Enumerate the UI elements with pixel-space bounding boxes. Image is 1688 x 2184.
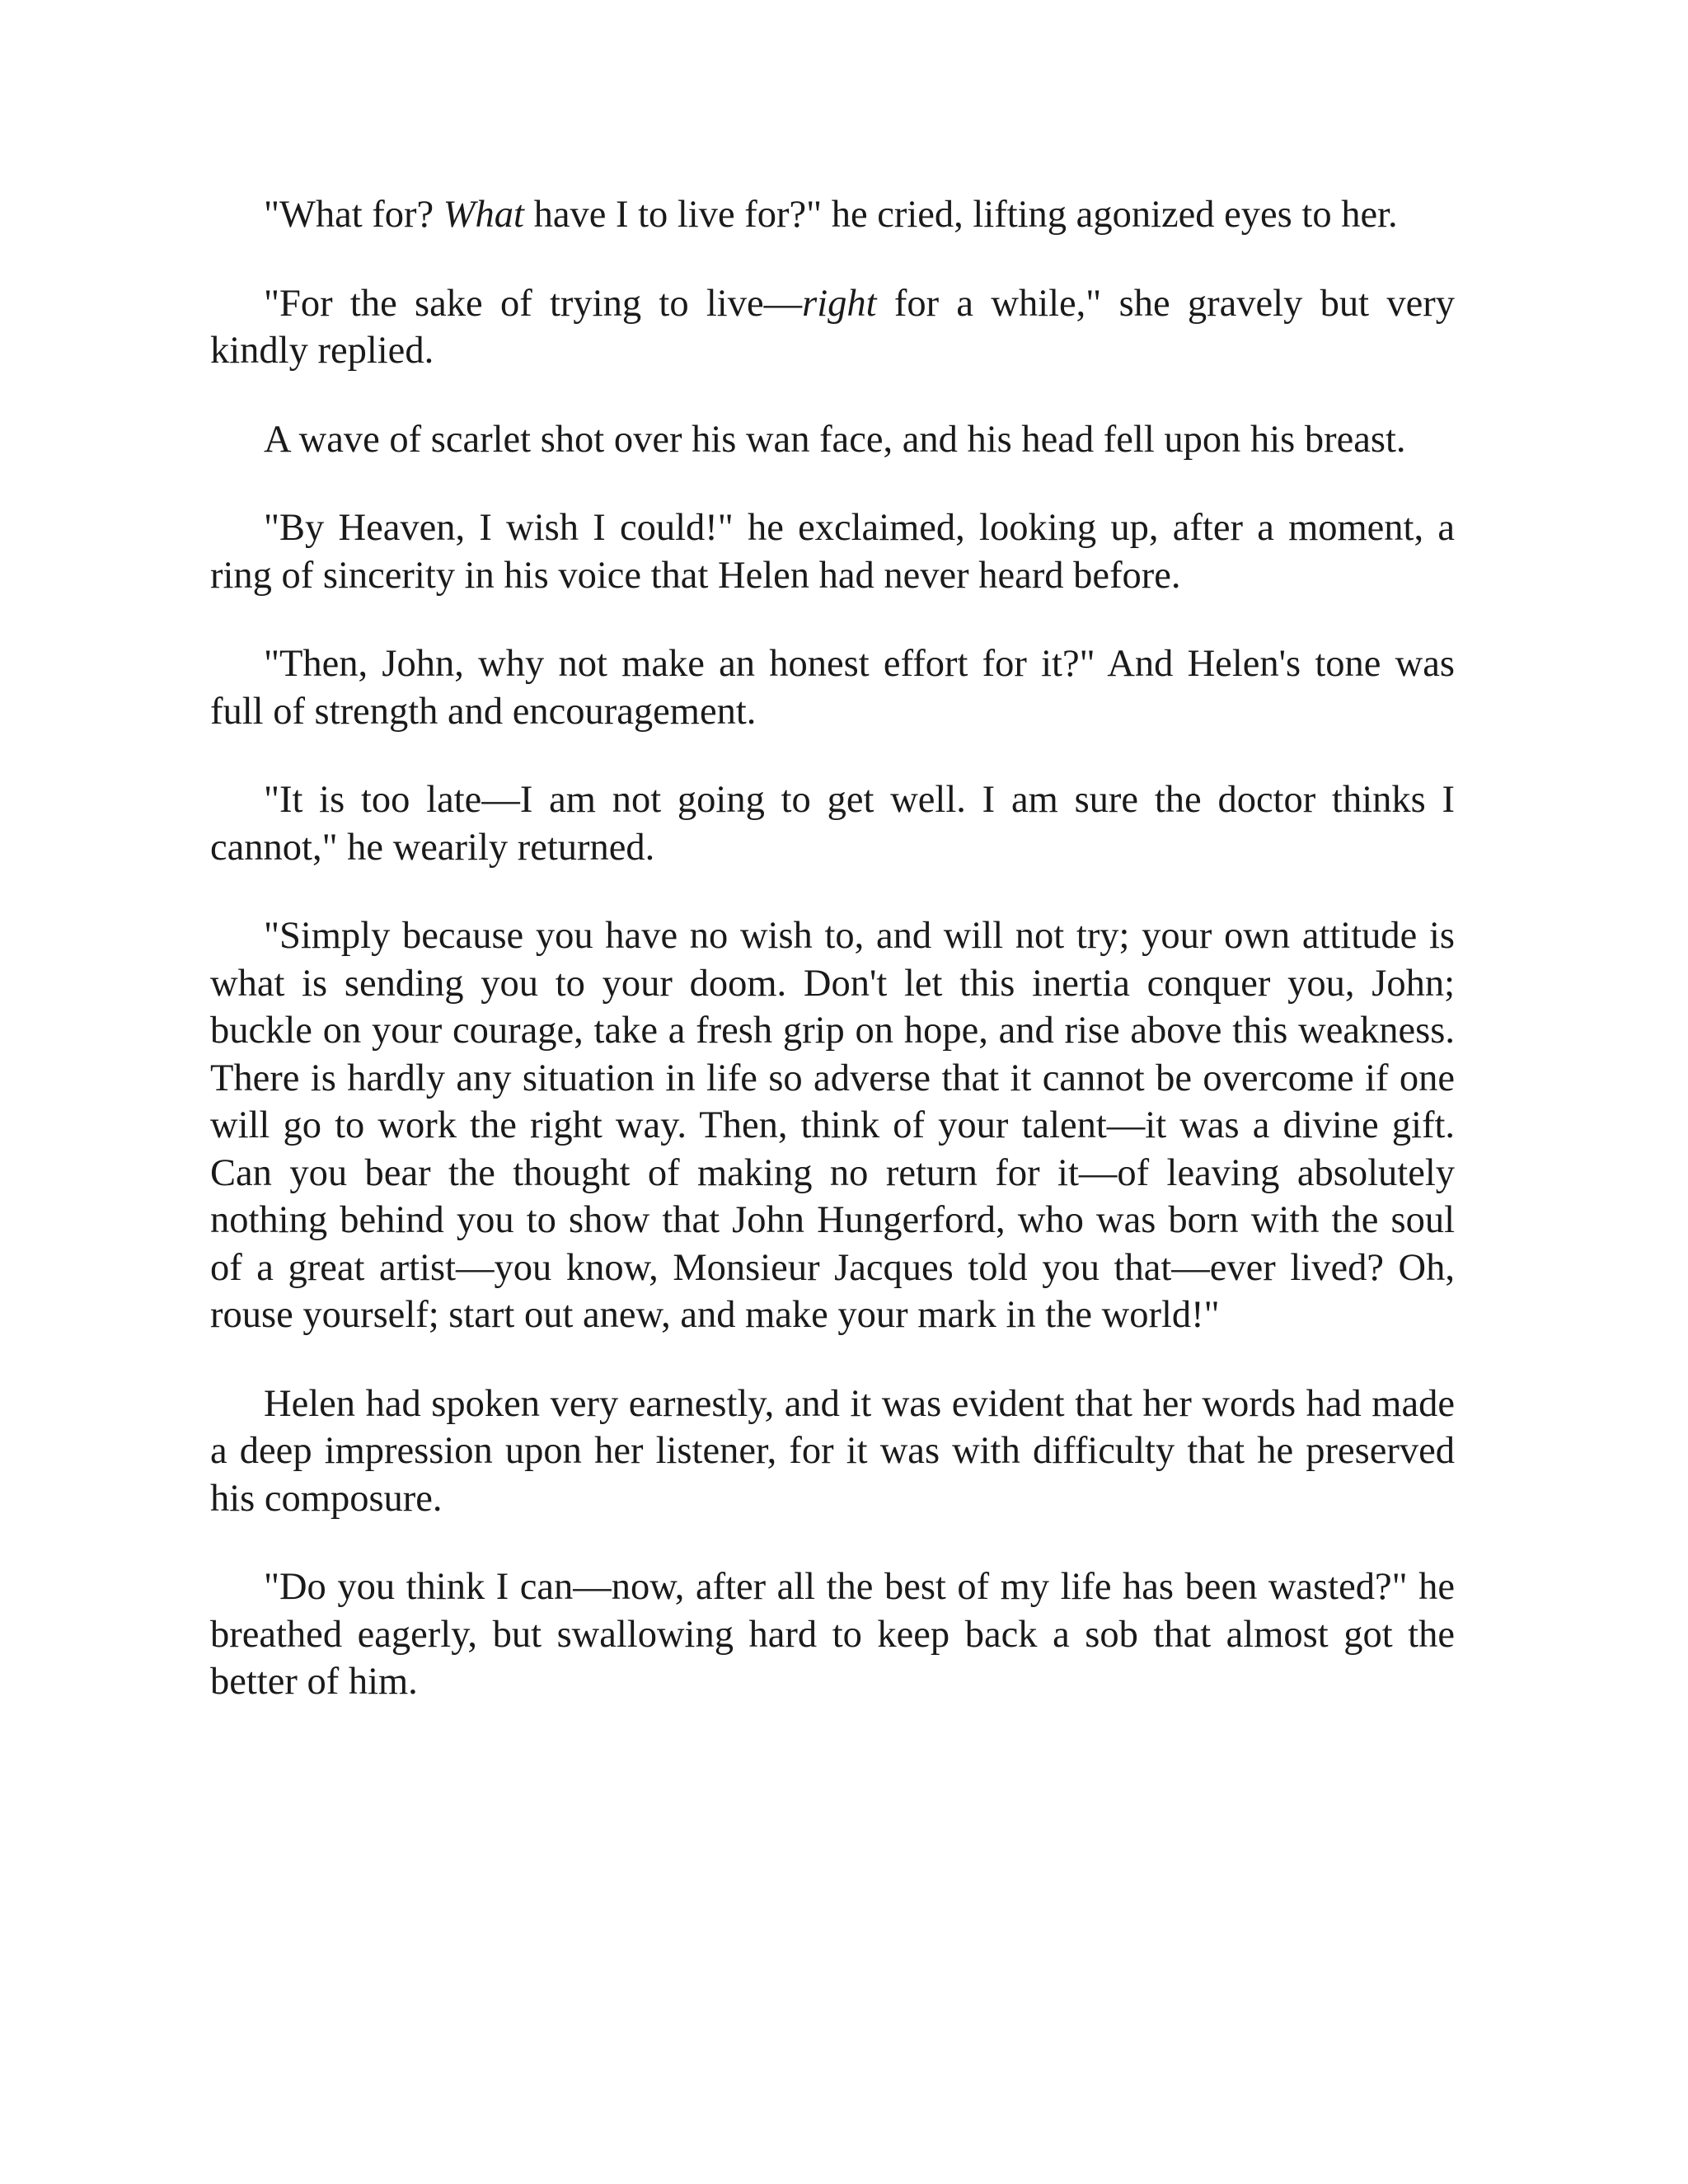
text-run: for a while," she gravely but very kindly replied. (210, 282, 1456, 372)
paragraph-4 (210, 504, 1455, 599)
italic-text-run: right (802, 282, 877, 325)
paragraph-8 (210, 1380, 1455, 1523)
text-run: "What for? (264, 194, 443, 236)
paragraph-5 (210, 640, 1455, 735)
text-run: "Then, John, why not make an honest effort for it?" And Helen's tone was full of strength and encouragement. (210, 643, 1455, 733)
italic-text-run: What (443, 194, 524, 236)
text-run: "It is too late—I am not going to get well. I am sure the doctor thinks I cannot," he wearily returned. (210, 779, 1455, 869)
paragraph-6 (210, 776, 1455, 871)
paragraph-9 (210, 1563, 1455, 1706)
paragraph-1 (210, 191, 1455, 239)
text-run: "Simply because you have no wish to, and will not try; your own attitude is what is sending you to your doom. Don't let this inertia conquer you, John; buckle on your courage, take a fresh grip on hope, and rise above this weakness. There is hardly any situation in life so adverse that it cannot be overcome if one will go to work the right way. Then, think of your talent—it was a divine gift. Can you bear the thought of making no return for it—of leaving absolutely nothing behind you to show that John Hungerford, who was born with the soul of a great artist—you know, Monsieur Jacques told you that—ever lived? Oh, rouse yourself; start out anew, and make your mark in the world!" (210, 915, 1455, 1336)
text-run: A wave of scarlet shot over his wan face, and his head fell upon his breast. (264, 418, 1406, 461)
text-run: "By Heaven, I wish I could!" he exclaimed, looking up, after a moment, a ring of sincerity in his voice that Helen had never heard before. (210, 507, 1455, 597)
book-page (210, 191, 1455, 1747)
paragraph-3 (210, 416, 1455, 464)
paragraph-2 (210, 280, 1455, 375)
text-run: have I to live for?" he cried, lifting agonized eyes to her. (523, 194, 1398, 236)
paragraph-7 (210, 912, 1455, 1339)
text-run: Helen had spoken very earnestly, and it was evident that her words had made a deep impression upon her listener, for it was with difficulty that he preserved his composure. (210, 1382, 1455, 1520)
text-run: "Do you think I can—now, after all the best of my life has been wasted?" he breathed eagerly, but swallowing hard to keep back a sob that almost got the better of him. (210, 1566, 1455, 1703)
text-run: "For the sake of trying to live— (264, 282, 803, 325)
